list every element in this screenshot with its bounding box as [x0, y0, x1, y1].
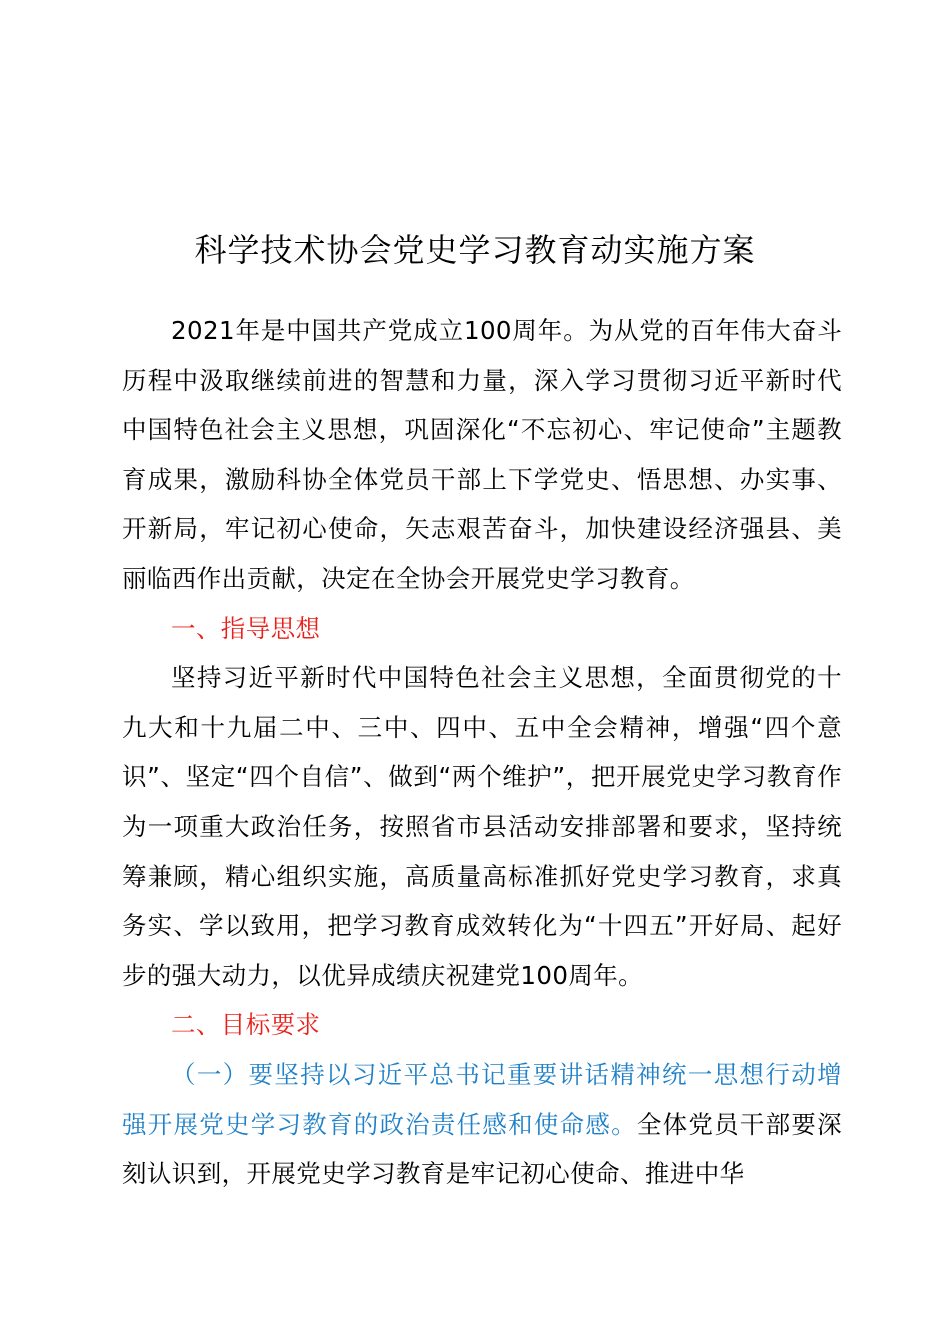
intro-paragraph: 2021年是中国共产党成立100周年。为从党的百年伟大奋斗历程中汲取继续前进的智慧和力量，深入学习贯彻习近平新时代中国特色社会主义思想，巩固深化“不忘初心、牢记使命”主题教育成果，激励科协全体党员干部上下学党史、悟思想、办实事、开新局，牢记初心使命，矢志艰苦奋斗，加快建设经济强县、美丽临西作出贡献，决定在全协会开展党史学习教育。 — [122, 316, 842, 593]
subsection-paragraph-1 — [122, 1050, 842, 1199]
document-title: 科学技术协会党史学习教育动实施方案 — [194, 231, 756, 269]
section-heading-guiding-ideology: 一、指导思想 — [171, 613, 321, 643]
subsection-text-1: 全体党员干部要深刻认识到，开展党史学习教育是牢记初心使命、推进中华 — [122, 1109, 843, 1189]
section-paragraph-guiding-ideology: 坚持习近平新时代中国特色社会主义思想，全面贯彻党的十九大和十九届二中、三中、四中、五中全会精神，增强“四个意识”、坚定“四个自信”、做到“两个维护”，把开展党史学习教育作为一项重大政治任务，按照省市县活动安排部署和要求，坚持统筹兼顾，精心组织实施，高质量高标准抓好党史学习教育，求真务实、学以致用，把学习教育成效转化为“十四五”开好局、起好步的强大动力，以优异成绩庆祝建党100周年。 — [122, 663, 842, 990]
document-body — [122, 306, 842, 1199]
section-heading-goals: 二、目标要求 — [171, 1010, 321, 1040]
subsection-heading-1: （一）要坚持以习近平总书记重要讲话精神统一思想行动增强开展党史学习教育的政治责任感和使命感。 — [122, 1059, 842, 1139]
